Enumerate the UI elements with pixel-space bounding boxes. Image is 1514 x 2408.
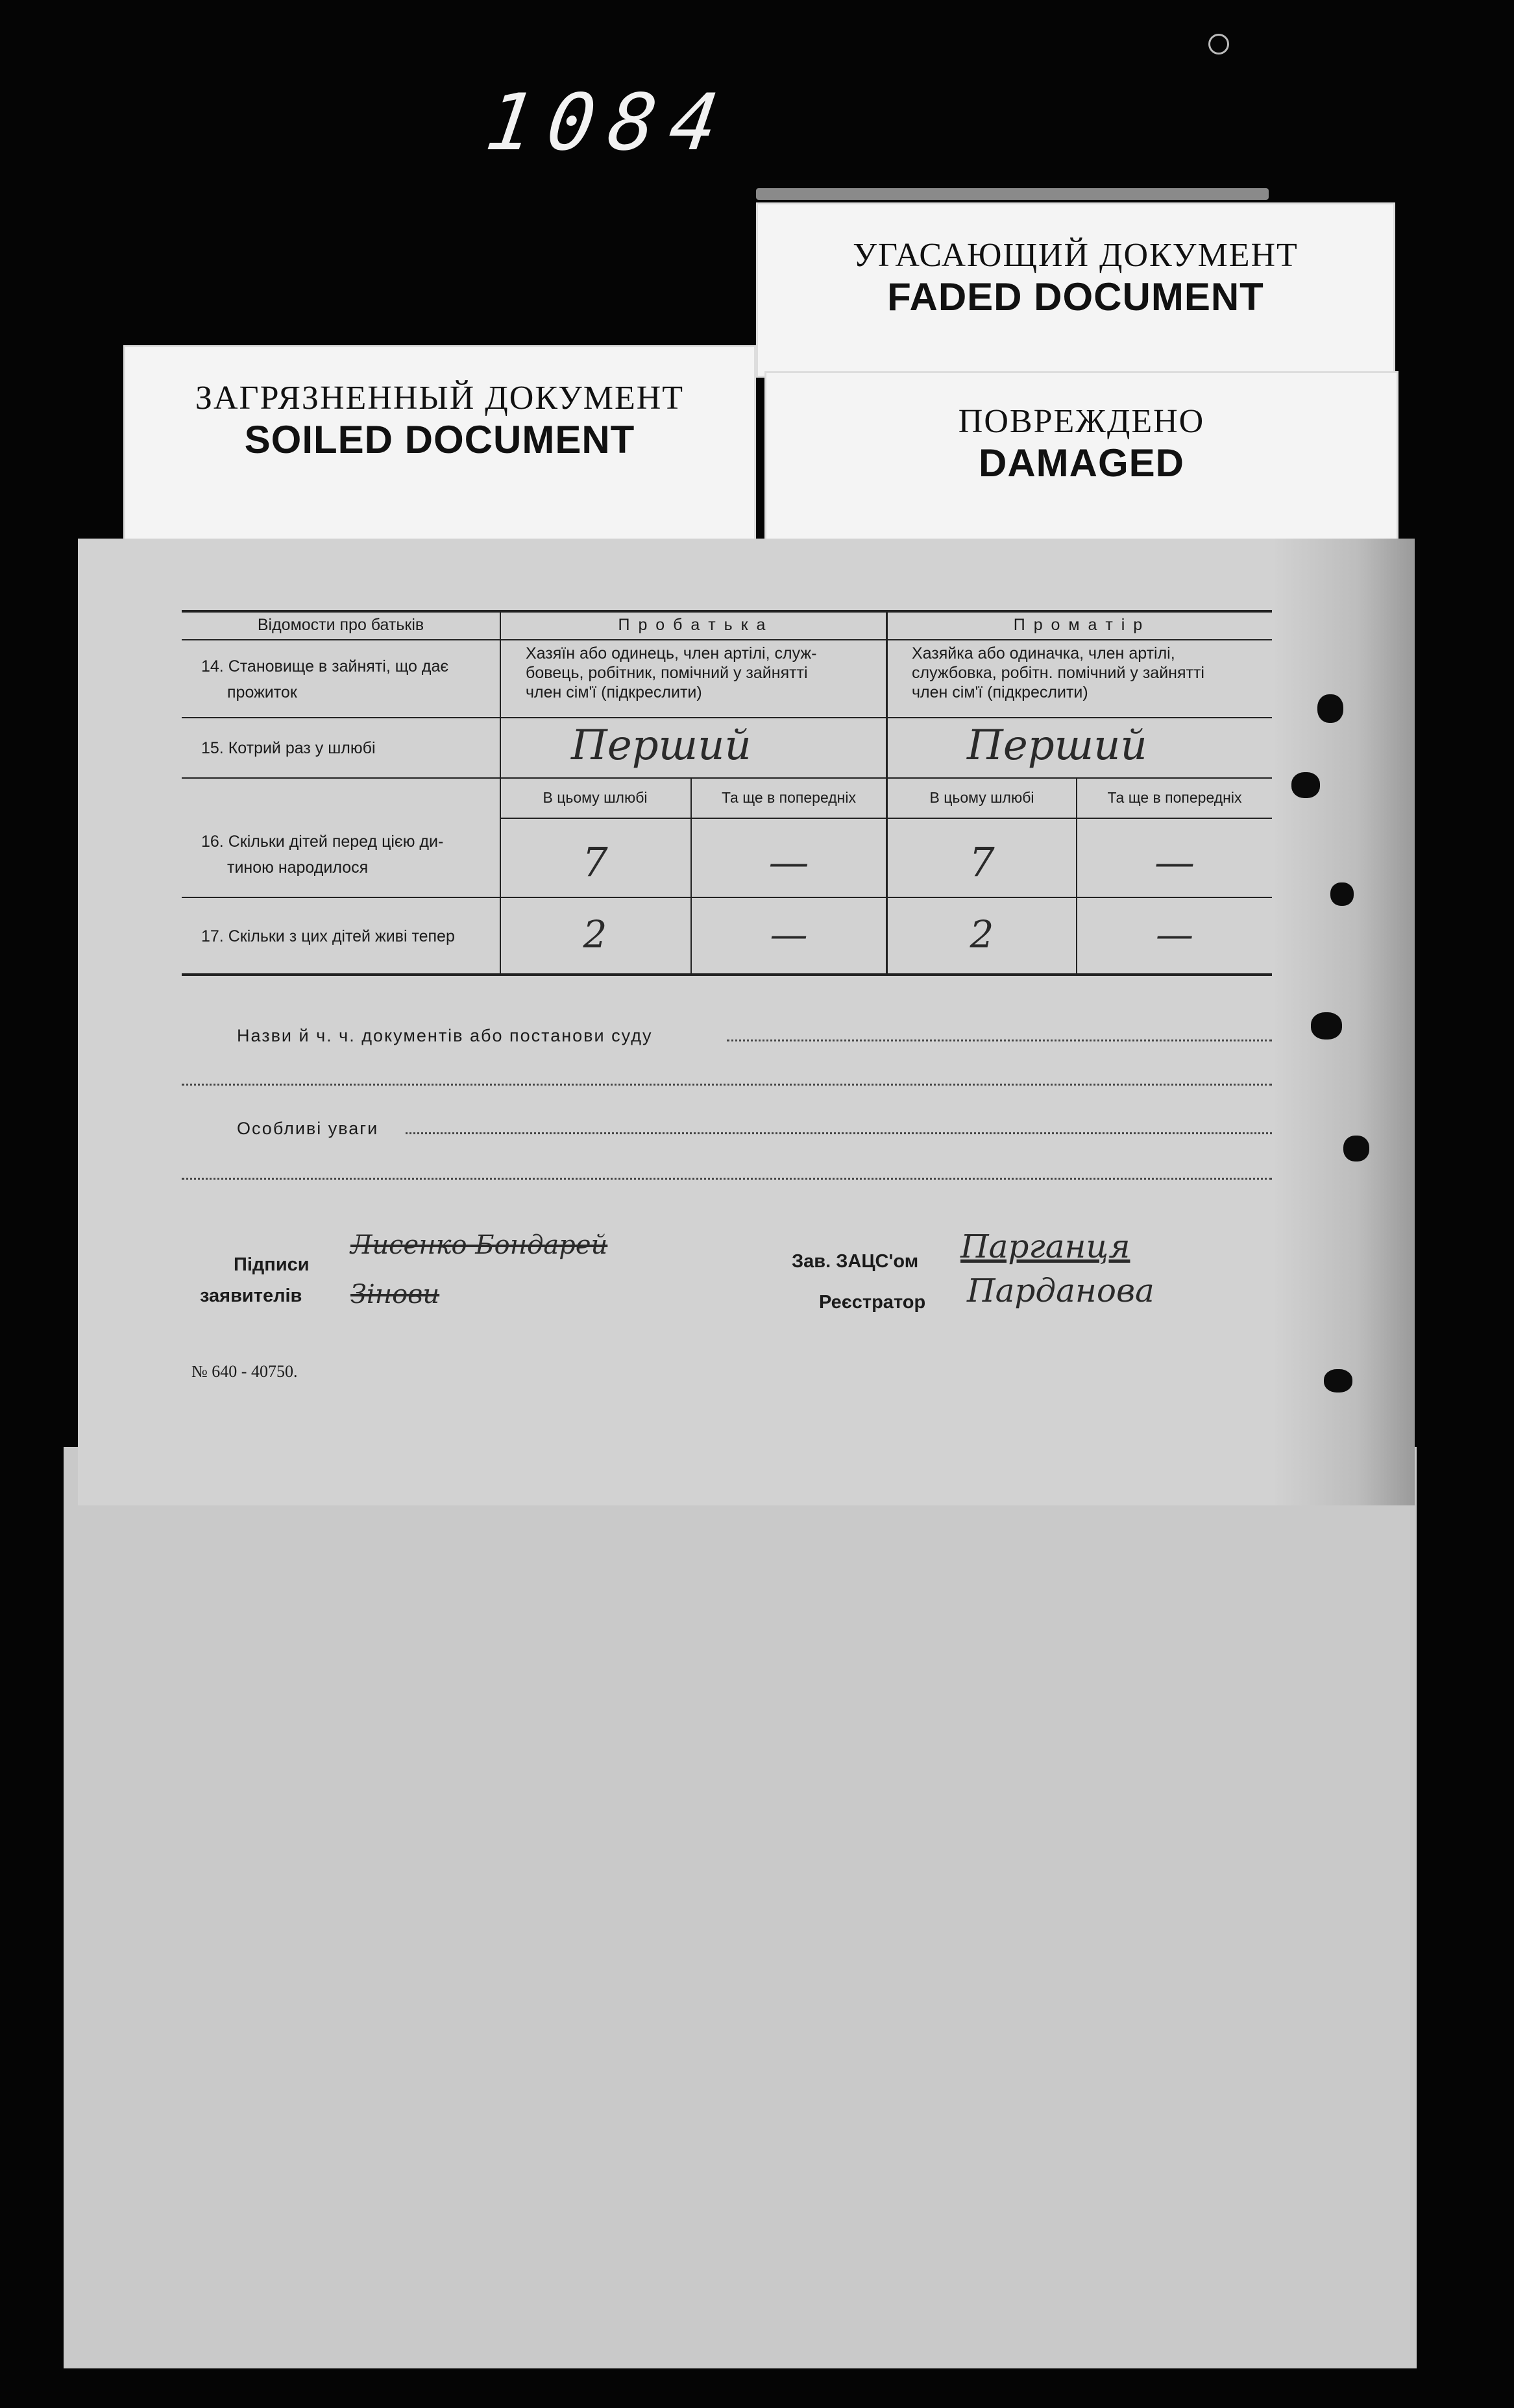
soiled-label-ru: ЗАГРЯЗНЕННЫЙ ДОКУМЕНТ [195, 380, 685, 417]
frame-hole-mark [1208, 34, 1229, 55]
table-bottom-rule [182, 973, 1272, 976]
damaged-document-label [764, 371, 1398, 545]
faded-label-ru: УГАСАЮЩИЙ ДОКУМЕНТ [853, 237, 1299, 274]
applicant-signature-1: Лисенко Бондарей [350, 1230, 608, 1260]
signatures-label: Підписи [234, 1254, 310, 1275]
signatures-label-line2: заявителів [200, 1285, 302, 1306]
registrar-signature: Парданова [967, 1272, 1154, 1309]
row15-father-value: Перший [571, 722, 751, 770]
damage-hole [1324, 1369, 1352, 1393]
form-page [78, 539, 1415, 1505]
frame-number: 1084 [480, 78, 738, 168]
subheader-this-marriage-mother: В цьому шлюбі [929, 789, 1034, 806]
remarks-dotted-line [182, 1178, 1272, 1180]
row17-value-mother-this: 2 [970, 912, 994, 956]
row17-value-father-prev: — [770, 912, 808, 956]
row14-father-options-line2: бовець, робітник, помічний у зайнятті [526, 664, 808, 682]
row14-label-line2: прожиток [227, 683, 297, 701]
damage-hole [1291, 772, 1320, 798]
row16-value-father-this: 7 [582, 838, 608, 886]
row16-value-mother-this: 7 [969, 838, 995, 886]
table-rule [182, 777, 1272, 779]
soiled-label-en: SOILED DOCUMENT [244, 418, 635, 461]
row14-father-options-line3: член сім'ї (підкреслити) [526, 683, 702, 701]
damaged-label-ru: ПОВРЕЖДЕНО [958, 403, 1205, 440]
damaged-right-edge [1272, 539, 1415, 1505]
head-of-registry-signature: Парганця [960, 1228, 1130, 1265]
table-rule [182, 897, 1272, 898]
print-number: № 640 - 40750. [191, 1362, 298, 1381]
table-rule [182, 639, 1272, 640]
label-strip [756, 188, 1269, 200]
row16-label-line2: тиною народилося [227, 858, 369, 877]
row16-label: 16. Скільки дітей перед цією ди- [201, 833, 444, 851]
row15-label: 15. Котрий раз у шлюбі [201, 739, 376, 757]
row14-mother-options: Хазяйка або одиначка, член артілі, [912, 644, 1175, 663]
damage-hole [1343, 1136, 1369, 1161]
subheader-this-marriage-father: В цьому шлюбі [543, 789, 648, 806]
damage-hole [1311, 1012, 1342, 1040]
header-mother: П р о м а т і р [1013, 616, 1145, 634]
registrar-label: Реєстратор [819, 1292, 926, 1313]
header-father: П р о б а т ь к а [618, 616, 768, 634]
subheader-previous-mother: Та ще в попередніх [1107, 789, 1242, 806]
row14-mother-options-line2: службовка, робітн. помічний у зайнятті [912, 664, 1204, 682]
table-rule [182, 717, 1272, 718]
document-back-page [64, 1447, 1417, 2368]
row14-label: 14. Становище в зайняті, що дає [201, 657, 449, 675]
soiled-document-label [123, 345, 756, 546]
row14-father-options: Хазяїн або одинець, член артілі, служ- [526, 644, 817, 663]
remarks-label: Особливі уваги [237, 1119, 379, 1138]
documents-label: Назви й ч. ч. документів або постанови суду [237, 1026, 653, 1045]
head-of-registry-label: Зав. ЗАЦС'ом [792, 1251, 919, 1272]
documents-dotted-line [727, 1040, 1272, 1041]
damage-hole [1317, 694, 1343, 723]
row16-value-mother-prev: — [1154, 838, 1195, 886]
faded-document-label [756, 202, 1395, 378]
damage-hole [1330, 882, 1354, 906]
damaged-label-en: DAMAGED [979, 441, 1184, 485]
row16-value-father-prev: — [768, 838, 809, 886]
row14-mother-options-line3: член сім'ї (підкреслити) [912, 683, 1088, 701]
table-top-rule [182, 610, 1272, 613]
subheader-previous-father: Та ще в попередніх [722, 789, 856, 806]
row17-label: 17. Скільки з цих дітей живі тепер [201, 927, 455, 945]
documents-dotted-line [182, 1084, 1272, 1086]
remarks-dotted-line [406, 1132, 1272, 1134]
row15-mother-value: Перший [967, 722, 1147, 770]
applicant-signature-2: Зінови [350, 1280, 440, 1309]
row17-value-mother-prev: — [1156, 912, 1193, 956]
row17-value-father-this: 2 [583, 912, 607, 956]
faded-label-en: FADED DOCUMENT [887, 275, 1264, 319]
header-parents-info: Відомости про батьків [257, 616, 424, 634]
